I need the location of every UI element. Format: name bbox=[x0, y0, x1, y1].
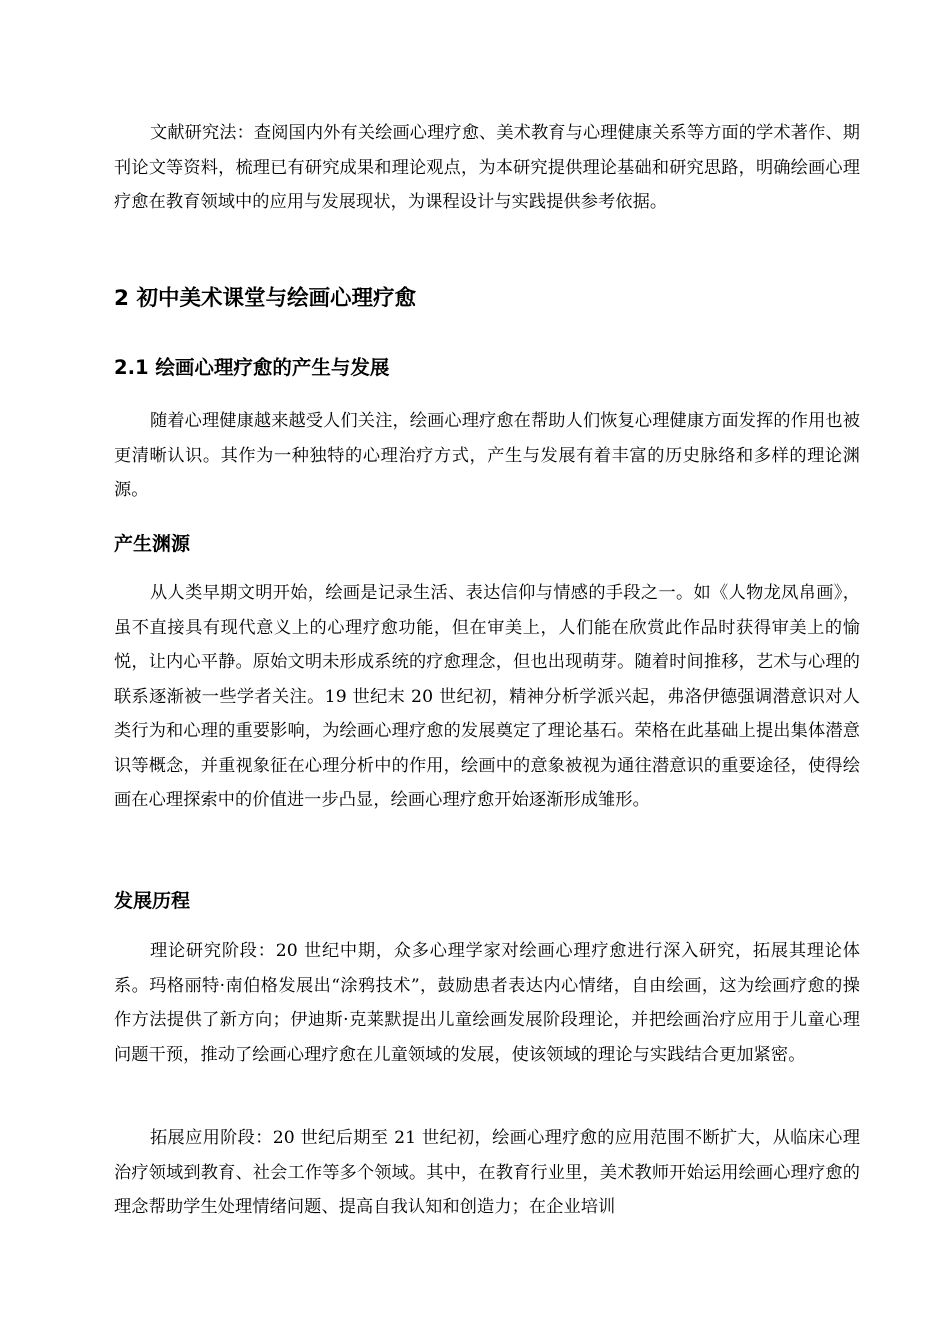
subheading-origin: 产生渊源 bbox=[114, 533, 191, 555]
section-2-1-heading: 2.1 绘画心理疗愈的产生与发展 bbox=[114, 356, 390, 379]
paragraph-literature-method: 文献研究法：查阅国内外有关绘画心理疗愈、美术教育与心理健康关系等方面的学术著作、期刊论文等资料，梳理已有研究成果和理论观点，为本研究提供理论基础和研究思路，明确绘画心理疗愈在教育领域中的应用与发展现状，为课程设计与实践提供参考依据。 bbox=[114, 123, 860, 212]
chapter-2-heading: 2 初中美术课堂与绘画心理疗愈 bbox=[114, 286, 416, 311]
paragraph-intro: 随着心理健康越来越受人们关注，绘画心理疗愈在帮助人们恢复心理健康方面发挥的作用也被更清晰认识。其作为一种独特的心理治疗方式，产生与发展有着丰富的历史脉络和多样的理论渊源。 bbox=[114, 411, 860, 500]
paragraph-theory-stage: 理论研究阶段：20 世纪中期，众多心理学家对绘画心理疗愈进行深入研究，拓展其理论体系。玛格丽特·南伯格发展出“涂鸦技术”，鼓励患者表达内心情绪，自由绘画，这为绘画疗愈的操作方法提供了新方向；伊迪斯·克莱默提出儿童绘画发展阶段理论，并把绘画治疗应用于儿童心理问题干预，推动了绘画心理疗愈在儿童领域的发展，使该领域的理论与实践结合更加紧密。 bbox=[114, 941, 860, 1065]
subheading-development: 发展历程 bbox=[114, 890, 191, 912]
paragraph-origin: 从人类早期文明开始，绘画是记录生活、表达信仰与情感的手段之一。如《人物龙凤帛画》，虽不直接具有现代意义上的心理疗愈功能，但在审美上，人们能在欣赏此作品时获得审美上的愉悦，让内心平静。原始文明未形成系统的疗愈理念，但也出现萌芽。随着时间推移，艺术与心理的联系逐渐被一些学者关注。19 世纪末 20 世纪初，精神分析学派兴起，弗洛伊德强调潜意识对人类行为和心理的重要影响，为绘画心理疗愈的发展奠定了理论基石。荣格在此基础上提出集体潜意识等概念，并重视象征在心理分析中的作用，绘画中的意象被视为通往潜意识的重要途径，使得绘画在心理探索中的价值进一步凸显，绘画心理疗愈开始逐渐形成雏形。 bbox=[114, 583, 860, 810]
paragraph-application-stage: 拓展应用阶段：20 世纪后期至 21 世纪初，绘画心理疗愈的应用范围不断扩大，从临床心理治疗领域到教育、社会工作等多个领域。其中，在教育行业里，美术教师开始运用绘画心理疗愈的理念帮助学生处理情绪问题、提高自我认知和创造力；在企业培训 bbox=[114, 1128, 860, 1217]
